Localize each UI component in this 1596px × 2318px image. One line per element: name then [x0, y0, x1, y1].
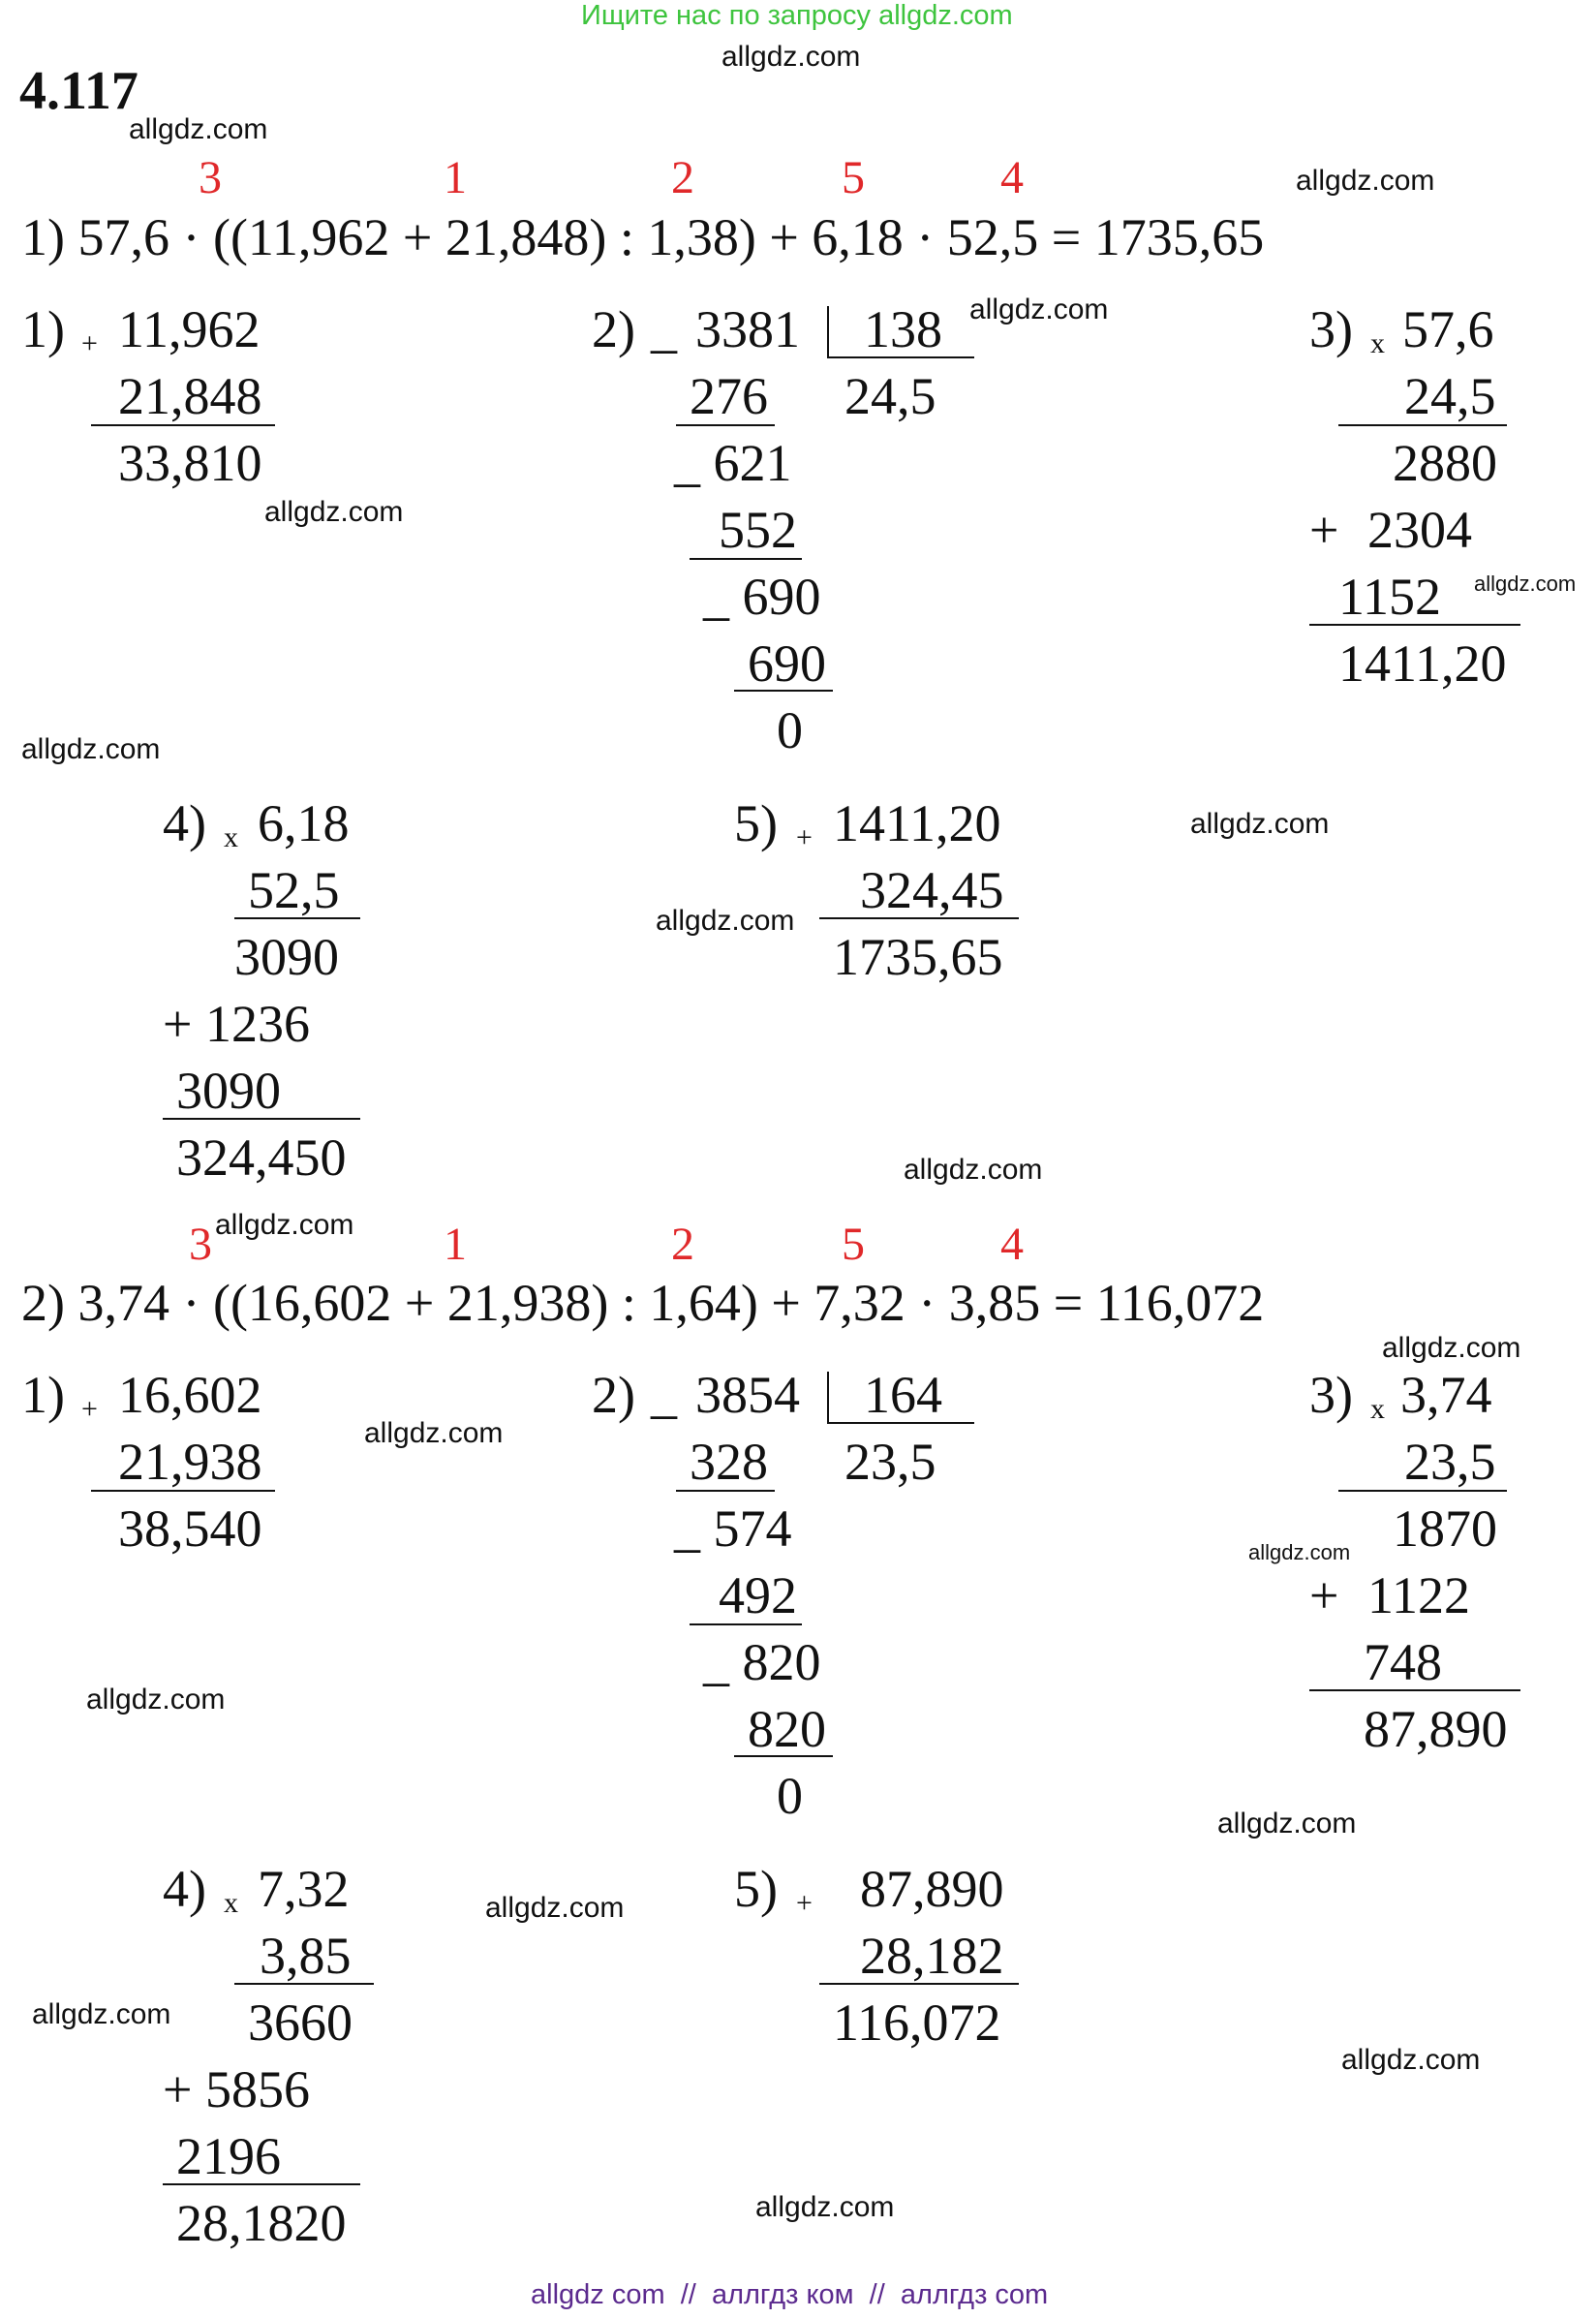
watermark: allgdz.com — [215, 1209, 354, 1241]
watermark: allgdz.com — [1296, 165, 1435, 197]
sum-line — [91, 424, 275, 426]
watermark: allgdz.com — [21, 733, 161, 765]
minus-sign: _ — [651, 1366, 677, 1424]
remainder: _ 820 — [703, 1633, 821, 1691]
product-result: 28,1820 — [176, 2194, 347, 2252]
partial-product: + 5856 — [163, 2060, 310, 2118]
watermark: allgdz.com — [904, 1154, 1043, 1186]
plus-sign: + — [1309, 501, 1339, 559]
watermark: allgdz.com — [969, 294, 1109, 325]
top-banner[interactable]: Ищите нас по запросу allgdz.com — [581, 0, 1013, 31]
divisor: 164 — [864, 1366, 942, 1424]
addend: 87,890 — [860, 1860, 1004, 1918]
step-label: 5) — [734, 1860, 778, 1918]
addend: 11,962 — [118, 300, 261, 358]
divisor: 138 — [864, 300, 942, 358]
sum-line — [819, 1983, 1019, 1985]
subtrahend: 690 — [748, 634, 826, 693]
remainder: 0 — [777, 1767, 803, 1825]
sub-line — [690, 1623, 802, 1625]
step-label: 3) — [1309, 300, 1353, 358]
partial-product: 1870 — [1393, 1499, 1497, 1558]
remainder: _ 574 — [674, 1499, 792, 1558]
factor: 57,6 — [1402, 300, 1494, 358]
sum-result: 116,072 — [833, 1993, 1001, 2052]
partial-product: 1152 — [1338, 568, 1441, 626]
subtrahend: 552 — [719, 501, 797, 559]
subtrahend: 492 — [719, 1566, 797, 1624]
addend: 28,182 — [860, 1927, 1004, 1985]
subtrahend: 328 — [690, 1433, 768, 1491]
order-mark: 3 — [199, 152, 222, 203]
order-mark: 3 — [189, 1219, 212, 1270]
watermark: allgdz.com — [721, 41, 861, 73]
subtrahend: 820 — [748, 1700, 826, 1758]
quotient: 24,5 — [844, 367, 936, 425]
partial-product: 3090 — [176, 1062, 281, 1120]
factor: 52,5 — [248, 861, 340, 919]
division-bar — [827, 306, 829, 356]
minus-sign: _ — [651, 300, 677, 358]
sum-line — [819, 917, 1019, 919]
sub-line — [676, 424, 775, 426]
partial-product: 2196 — [176, 2127, 281, 2185]
watermark: allgdz.com — [129, 113, 268, 145]
sub-line — [734, 1755, 833, 1757]
dividend: 3381 — [695, 300, 800, 358]
watermark: allgdz.com — [1217, 1808, 1357, 1839]
factor: 3,74 — [1400, 1366, 1492, 1424]
watermark: allgdz.com — [485, 1892, 625, 1924]
watermark: allgdz.com — [264, 496, 404, 528]
sub-line — [676, 1490, 775, 1492]
plus-sign: + — [81, 1393, 98, 1425]
plus-sign: + — [1309, 1566, 1339, 1624]
expression: 1) 57,6 · ((11,962 + 21,848) : 1,38) + 6,18 · 52,5 = 1735,65 — [21, 208, 1265, 266]
problem-number: 4.117 — [19, 61, 138, 121]
product-line — [1338, 424, 1507, 426]
sum-line — [91, 1490, 275, 1492]
expression: 2) 3,74 · ((16,602 + 21,938) : 1,64) + 7,32 · 3,85 = 116,072 — [21, 1274, 1265, 1332]
step-label: 1) — [21, 300, 65, 358]
division-bar — [827, 1372, 829, 1422]
plus-sign: + — [796, 1887, 813, 1919]
product-line — [1338, 1490, 1507, 1492]
watermark: allgdz.com — [86, 1684, 226, 1715]
order-mark: 1 — [444, 152, 467, 203]
product-result: 1411,20 — [1338, 634, 1507, 693]
partial-product: + 1236 — [163, 995, 310, 1053]
sum-result: 1735,65 — [833, 928, 1003, 986]
factor: 24,5 — [1404, 367, 1496, 425]
step-label: 3) — [1309, 1366, 1353, 1424]
partial-product: 1122 — [1367, 1566, 1470, 1624]
step-label: 5) — [734, 794, 778, 852]
step-label: 4) — [163, 1860, 206, 1918]
remainder: _ 690 — [703, 568, 821, 626]
addend: 16,602 — [118, 1366, 262, 1424]
watermark: allgdz.com — [1190, 808, 1330, 840]
watermark: allgdz.com — [1382, 1332, 1521, 1364]
watermark: allgdz.com — [364, 1417, 504, 1449]
multiply-sign: x — [224, 821, 238, 853]
watermark: allgdz.com — [1248, 1540, 1351, 1564]
factor: 6,18 — [258, 794, 350, 852]
partial-product: 3090 — [234, 928, 339, 986]
step-label: 2) — [592, 300, 635, 358]
sum-result: 38,540 — [118, 1499, 262, 1558]
quotient: 23,5 — [844, 1433, 936, 1491]
plus-sign: + — [81, 327, 98, 359]
product-line — [234, 1983, 374, 1985]
watermark: allgdz.com — [32, 1998, 171, 2030]
addend: 21,848 — [118, 367, 262, 425]
factor: 7,32 — [258, 1860, 350, 1918]
watermark: allgdz.com — [1341, 2044, 1481, 2076]
partial-product: 2880 — [1393, 434, 1497, 492]
sum-line — [1309, 1689, 1520, 1691]
sub-line — [734, 690, 833, 692]
order-mark: 2 — [671, 1219, 694, 1270]
partial-product: 3660 — [248, 1993, 353, 2052]
sum-line — [163, 2183, 360, 2185]
watermark: allgdz.com — [755, 2191, 895, 2223]
multiply-sign: x — [1370, 327, 1385, 359]
multiply-sign: x — [224, 1887, 238, 1919]
order-mark: 4 — [1000, 152, 1024, 203]
order-mark: 4 — [1000, 1219, 1024, 1270]
partial-product: 2304 — [1367, 501, 1472, 559]
remainder: 0 — [777, 701, 803, 759]
step-label: 1) — [21, 1366, 65, 1424]
bottom-banner[interactable]: allgdz com // аллгдз ком // аллгдз com — [531, 2279, 1049, 2310]
order-mark: 5 — [842, 152, 865, 203]
sum-line — [163, 1118, 360, 1120]
addend: 1411,20 — [833, 794, 1001, 852]
step-label: 4) — [163, 794, 206, 852]
step-label: 2) — [592, 1366, 635, 1424]
order-mark: 1 — [444, 1219, 467, 1270]
factor: 23,5 — [1404, 1433, 1496, 1491]
subtrahend: 276 — [690, 367, 768, 425]
partial-product: 748 — [1364, 1633, 1442, 1691]
addend: 21,938 — [118, 1433, 262, 1491]
order-mark: 5 — [842, 1219, 865, 1270]
multiply-sign: x — [1370, 1393, 1385, 1425]
order-mark: 2 — [671, 152, 694, 203]
addend: 324,45 — [860, 861, 1004, 919]
product-result: 87,890 — [1364, 1700, 1508, 1758]
product-line — [234, 917, 360, 919]
factor: 3,85 — [260, 1927, 352, 1985]
remainder: _ 621 — [674, 434, 792, 492]
watermark: allgdz.com — [1474, 572, 1577, 596]
sum-line — [1309, 624, 1520, 626]
product-result: 324,450 — [176, 1128, 347, 1187]
sub-line — [690, 558, 802, 560]
sum-result: 33,810 — [118, 434, 262, 492]
watermark: allgdz.com — [656, 905, 795, 937]
dividend: 3854 — [695, 1366, 800, 1424]
plus-sign: + — [796, 821, 813, 853]
